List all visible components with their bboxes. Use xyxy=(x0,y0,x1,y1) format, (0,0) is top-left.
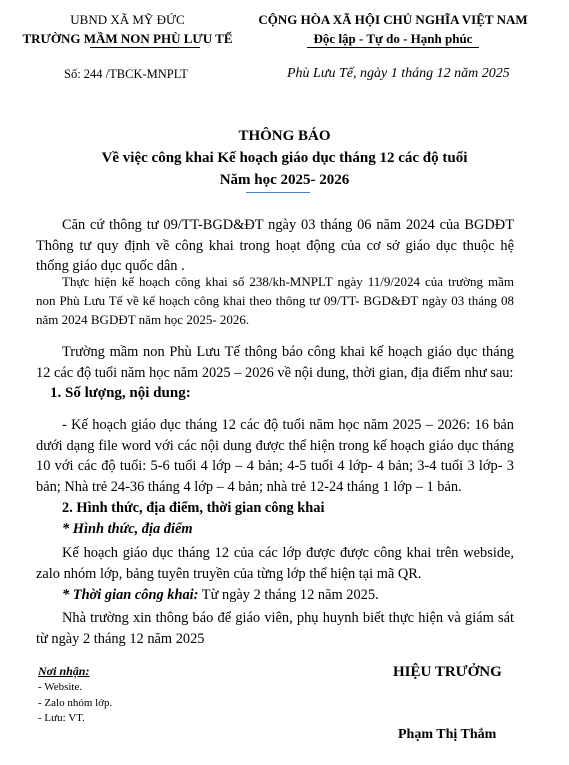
recipients-label: Nơi nhận: xyxy=(38,664,90,678)
publication-time xyxy=(62,587,379,604)
publication-time-value: Từ ngày 2 tháng 12 năm 2025. xyxy=(198,587,379,603)
title-underline xyxy=(246,192,310,193)
paragraph-implementation: Thực hiện kế hoạch công khai số 238/kh-MNPLT ngày 11/9/2024 của trường mầm non Phù Lưu Tế về kế hoạch công khai theo thông tư 09/TT- BGD&ĐT ngày 03 tháng 08 năm 2024 BGDĐT năm học 2025- 2026. xyxy=(36,274,514,327)
motto-underline xyxy=(307,47,479,48)
signer-title: HIỆU TRƯỞNG xyxy=(393,664,502,680)
section-2-heading: 2. Hình thức, địa điểm, thời gian công khai xyxy=(62,500,325,516)
paragraph-form-location: Kế hoạch giáo dục tháng 12 của các lớp được được công khai trên webside, zalo nhóm lớp, bảng tuyên truyền của từng lớp thể hiện tại mã QR. xyxy=(36,545,514,582)
national-motto: Độc lập - Tự do - Hạnh phúc xyxy=(313,31,473,46)
issuer-underline xyxy=(90,47,200,48)
paragraph-closing: Nhà trường xin thông báo để giáo viên, phụ huynh biết thực hiện và giám sát từ ngày 2 tháng 12 năm 2025 xyxy=(36,610,514,647)
national-title: CỘNG HÒA XÃ HỘI CHỦ NGHĨA VIỆT NAM xyxy=(258,12,528,27)
section-2-subheading: * Hình thức, địa điểm xyxy=(62,521,193,537)
school-year: Năm học 2025- 2026 xyxy=(219,172,350,188)
issuer-authority: UBND XÃ MỸ ĐỨC xyxy=(70,12,185,27)
issuer-school: TRƯỜNG MẦM NON PHÙ LƯU TẾ xyxy=(22,31,233,46)
paragraph-legal-basis: Căn cứ thông tư 09/TT-BGD&ĐT ngày 03 tháng 06 năm 2024 của BGDĐT Thông tư quy định về công khai trong hoạt động của cơ sở giáo dục thuộc hệ thống giáo dục quốc dân . xyxy=(36,217,514,274)
document-title: THÔNG BÁO xyxy=(238,128,331,144)
recipient-item: - Zalo nhóm lớp. xyxy=(38,697,113,709)
document-date: Phù Lưu Tế, ngày 1 tháng 12 năm 2025 xyxy=(287,66,510,81)
paragraph-quantity-content: - Kế hoạch giáo dục tháng 12 các độ tuổi năm học năm 2025 – 2026: 16 bản dưới dạng file word với các nội dung được thể hiện trong kế hoạch giáo dục tháng 10 với các độ tuổi: 5-6 tuổi 4 lớp – 4 bản; 4-5 tuổi 4 lớp- 4 bản; 3-4 tuổi 3 lớp- 3 bản; Nhà trẻ 24-36 tháng 4 lớp – 4 bản; nhà trẻ 12-24 tháng 1 lớp – 1 bản. xyxy=(36,417,514,495)
paragraph-announcement: Trường mầm non Phù Lưu Tế thông báo công khai kế hoạch giáo dục tháng 12 các độ tuổi năm học năm 2025 – 2026 về nội dung, thời gian, địa điểm như sau: xyxy=(36,344,514,381)
section-1-heading: 1. Số lượng, nội dung: xyxy=(50,385,191,401)
recipient-item: - Website. xyxy=(38,681,83,693)
signer-name: Phạm Thị Thắm xyxy=(398,727,497,742)
document-subject: Về việc công khai Kế hoạch giáo dục tháng 12 các độ tuổi xyxy=(101,150,468,166)
document-number: Số: 244 /TBCK-MNPLT xyxy=(64,67,188,81)
publication-time-label: * Thời gian công khai: xyxy=(62,587,199,603)
recipient-item: - Lưu: VT. xyxy=(38,712,85,724)
